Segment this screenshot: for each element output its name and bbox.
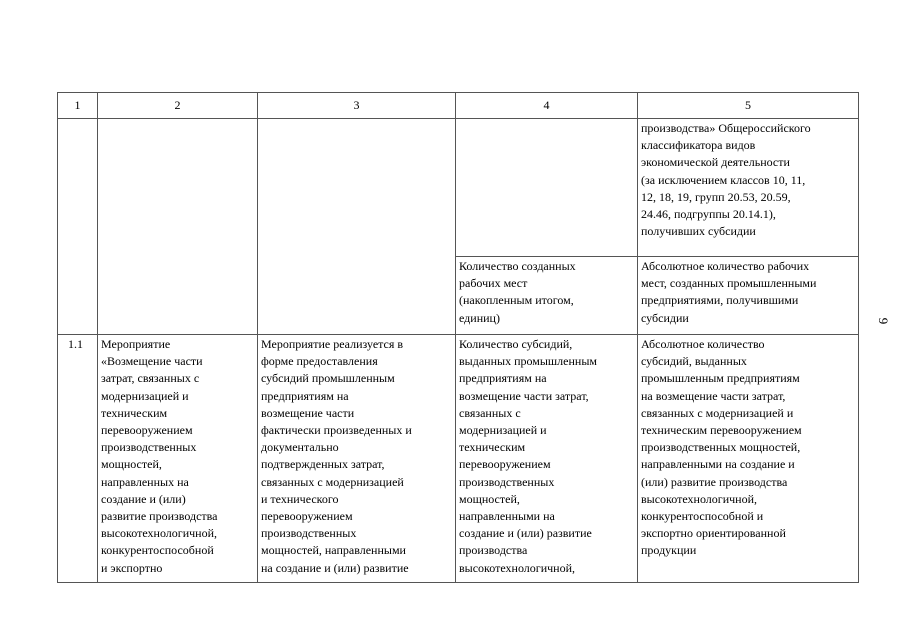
measure-description-cell: Мероприятие реализуется в форме предоставления субсидий промышленным предприятиям на возмещение части фактически произведенных и документально подтвержденных затрат, связанных с модернизацией и технического перевооружением производственных мощностей, направленными на создание и (или) развитие xyxy=(258,335,456,583)
row-number-cell: 1.1 xyxy=(58,335,98,583)
indicator-name-cell xyxy=(456,119,638,257)
indicator-description-cell: Абсолютное количество рабочих мест, созданных промышленными предприятиями, получившими субсидии xyxy=(638,257,859,335)
row-number-cell xyxy=(58,119,98,335)
header-cell-3: 3 xyxy=(258,93,456,119)
indicator-description-cell: Абсолютное количество субсидий, выданных промышленным предприятиям на возмещение части затрат, связанных с модернизацией и техническим перевооружением производственных мощностей, направленными на создание и (или) развитие производства высокотехнологичной, конкурентоспособной и экспортно ориентированной продукции xyxy=(638,335,859,583)
header-cell-1: 1 xyxy=(58,93,98,119)
header-cell-5: 5 xyxy=(638,93,859,119)
table-row xyxy=(58,335,859,583)
page-number: 9 xyxy=(876,317,891,325)
measure-description-cell xyxy=(258,119,456,335)
measure-name-cell: Мероприятие «Возмещение части затрат, связанных с модернизацией и техническим перевооружением производственных мощностей, направленных на создание и (или) развитие производства высокотехнологичной, конкурентоспособной и экспортно xyxy=(98,335,258,583)
indicator-description-cell: производства» Общероссийского классификатора видов экономической деятельности (за исключением классов 10, 11, 12, 18, 19, групп 20.53, 20.59, 24.46, подгруппы 20.14.1), получивших субсидии xyxy=(638,119,859,257)
table-row xyxy=(58,119,859,257)
document-table xyxy=(57,92,859,583)
indicator-name-cell: Количество созданных рабочих мест (накопленным итогом, единиц) xyxy=(456,257,638,335)
measure-name-cell xyxy=(98,119,258,335)
header-cell-2: 2 xyxy=(98,93,258,119)
table-header-row xyxy=(58,93,859,119)
indicator-name-cell: Количество субсидий, выданных промышленным предприятиям на возмещение части затрат, связанных с модернизацией и техническим перевооружением производственных мощностей, направленными на создание и (или) развитие производства высокотехнологичной, xyxy=(456,335,638,583)
header-cell-4: 4 xyxy=(456,93,638,119)
